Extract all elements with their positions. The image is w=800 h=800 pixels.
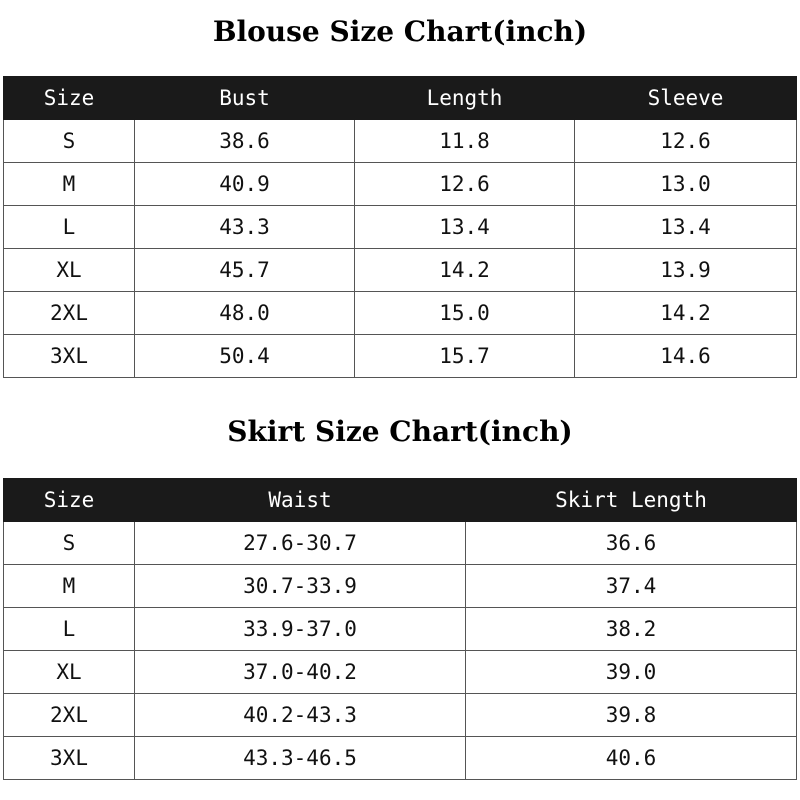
waist-cell: 43.3-46.5 bbox=[135, 737, 466, 780]
blouse-chart-title: Blouse Size Chart(inch) bbox=[212, 15, 588, 48]
bust-cell: 43.3 bbox=[135, 206, 355, 249]
sleeve-cell: 13.4 bbox=[575, 206, 797, 249]
skirt-chart-title: Skirt Size Chart(inch) bbox=[227, 415, 573, 448]
size-cell: XL bbox=[4, 651, 135, 694]
size-cell: L bbox=[4, 608, 135, 651]
table-row bbox=[4, 651, 797, 694]
skirt-length-cell: 36.6 bbox=[466, 522, 797, 565]
length-cell: 15.7 bbox=[355, 335, 575, 378]
bust-cell: 38.6 bbox=[135, 120, 355, 163]
length-cell: 15.0 bbox=[355, 292, 575, 335]
size-cell: 3XL bbox=[4, 737, 135, 780]
bust-cell: 50.4 bbox=[135, 335, 355, 378]
skirt-length-cell: 39.8 bbox=[466, 694, 797, 737]
table-row bbox=[4, 249, 797, 292]
waist-cell: 37.0-40.2 bbox=[135, 651, 466, 694]
size-cell: M bbox=[4, 163, 135, 206]
size-cell: 2XL bbox=[4, 694, 135, 737]
bust-cell: 48.0 bbox=[135, 292, 355, 335]
table-row bbox=[4, 206, 797, 249]
skirt-length-cell: 39.0 bbox=[466, 651, 797, 694]
size-cell: 3XL bbox=[4, 335, 135, 378]
waist-cell: 30.7-33.9 bbox=[135, 565, 466, 608]
sleeve-cell: 14.2 bbox=[575, 292, 797, 335]
header-size: Size bbox=[4, 479, 135, 522]
size-cell: 2XL bbox=[4, 292, 135, 335]
table-row bbox=[4, 522, 797, 565]
table-header-row bbox=[4, 479, 797, 522]
sleeve-cell: 13.0 bbox=[575, 163, 797, 206]
bust-cell: 45.7 bbox=[135, 249, 355, 292]
skirt-length-cell: 37.4 bbox=[466, 565, 797, 608]
table-row bbox=[4, 292, 797, 335]
size-cell: XL bbox=[4, 249, 135, 292]
header-bust: Bust bbox=[135, 77, 355, 120]
table-row bbox=[4, 608, 797, 651]
length-cell: 14.2 bbox=[355, 249, 575, 292]
blouse-size-table bbox=[3, 76, 797, 378]
table-row bbox=[4, 565, 797, 608]
size-cell: S bbox=[4, 120, 135, 163]
size-cell: L bbox=[4, 206, 135, 249]
table-row bbox=[4, 335, 797, 378]
header-size: Size bbox=[4, 77, 135, 120]
sleeve-cell: 13.9 bbox=[575, 249, 797, 292]
header-length: Length bbox=[355, 77, 575, 120]
table-row bbox=[4, 694, 797, 737]
waist-cell: 40.2-43.3 bbox=[135, 694, 466, 737]
table-header-row bbox=[4, 77, 797, 120]
header-sleeve: Sleeve bbox=[575, 77, 797, 120]
bust-cell: 40.9 bbox=[135, 163, 355, 206]
length-cell: 12.6 bbox=[355, 163, 575, 206]
header-waist: Waist bbox=[135, 479, 466, 522]
table-row bbox=[4, 163, 797, 206]
size-cell: S bbox=[4, 522, 135, 565]
skirt-length-cell: 38.2 bbox=[466, 608, 797, 651]
table-row bbox=[4, 737, 797, 780]
skirt-length-cell: 40.6 bbox=[466, 737, 797, 780]
sleeve-cell: 14.6 bbox=[575, 335, 797, 378]
table-row bbox=[4, 120, 797, 163]
sleeve-cell: 12.6 bbox=[575, 120, 797, 163]
waist-cell: 33.9-37.0 bbox=[135, 608, 466, 651]
waist-cell: 27.6-30.7 bbox=[135, 522, 466, 565]
length-cell: 11.8 bbox=[355, 120, 575, 163]
size-cell: M bbox=[4, 565, 135, 608]
length-cell: 13.4 bbox=[355, 206, 575, 249]
skirt-size-table bbox=[3, 478, 797, 780]
header-skirt-length: Skirt Length bbox=[466, 479, 797, 522]
